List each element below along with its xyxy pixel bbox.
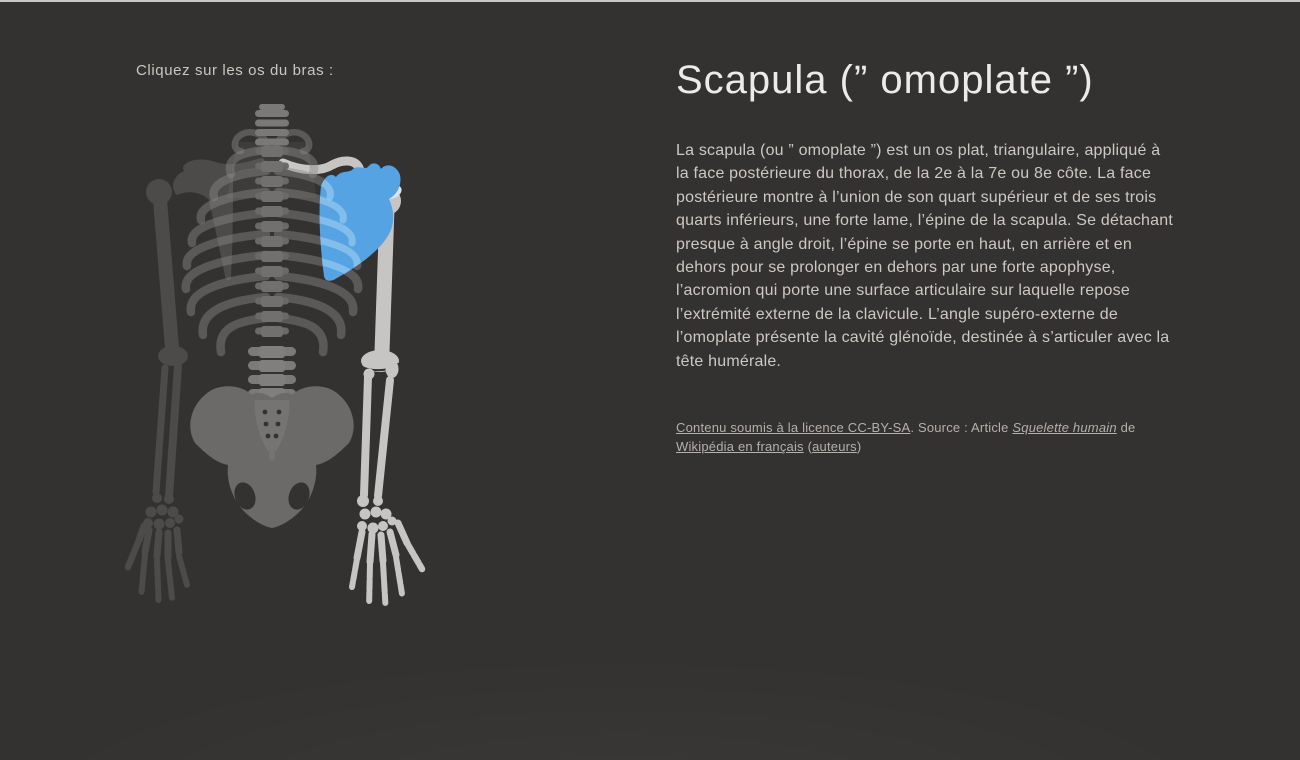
authors-link[interactable]: auteurs [812, 439, 857, 455]
right-forearm-hand-bones[interactable] [352, 360, 422, 614]
source-line [676, 418, 1176, 456]
pelvis-bone [190, 386, 353, 528]
skeleton-svg [115, 100, 435, 620]
bone-description: La scapula (ou ” omoplate ”) est un os plat, triangulaire, appliqué à la face postérieure du thorax, de la 2e à la 7e ou 8e côte. La face postérieure montre à l’union de son quart supérieur et de ses trois quarts inférieurs, une forte lame, l’épine de la scapula. Se détachant presque à angle droit, l’épine se porte en haut, en arrière et en dehors pour se prolonger en dehors par une forte apophyse, l’acromion qui porte une surface articulaire sur laquelle repose l’extrémité externe de la clavicule. L’angle supéro-externe de l’omoplate présente la cavité glénoïde, destinée à s’articuler avec la tête humérale. [676, 142, 1173, 370]
wikipedia-link[interactable]: Wikipédia en français [676, 439, 804, 455]
top-border [0, 0, 1300, 2]
instruction-label: Cliquez sur les os du bras : [136, 62, 334, 79]
bone-title: Scapula (” omoplate ”) [676, 58, 1094, 102]
skeleton-figure [115, 100, 435, 620]
left-arm-bones [128, 179, 188, 612]
article-link[interactable]: Squelette humain [1012, 420, 1117, 436]
source-text: ) [856, 439, 862, 455]
source-text: . Source : Article [910, 420, 1013, 436]
license-link[interactable]: Contenu soumis à la licence CC-BY-SA [676, 420, 911, 436]
source-text: de [1116, 420, 1136, 436]
source-text: ( [803, 439, 813, 455]
bone-detail-panel [676, 58, 1176, 456]
